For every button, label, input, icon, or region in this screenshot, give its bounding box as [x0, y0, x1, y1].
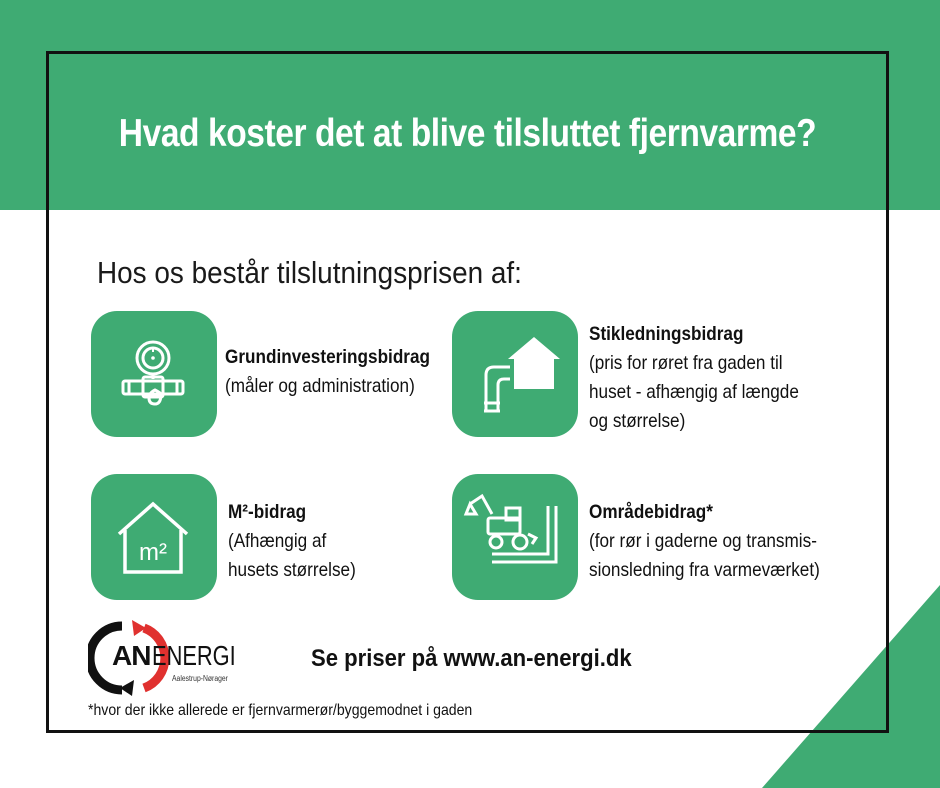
item-title: Områdebidrag*	[589, 501, 713, 523]
item-m2-bidrag	[228, 498, 356, 585]
item-stikledning	[589, 320, 799, 436]
item-description: (Afhængig af	[228, 530, 327, 552]
subtitle: Hos os består tilslutningsprisen af:	[97, 255, 522, 290]
logo-brand-energi: ENERGI	[152, 640, 236, 671]
item-omraadebidrag	[589, 498, 820, 585]
cta-website: Se priser på www.an-energi.dk	[311, 645, 632, 672]
item-description: husets størrelse)	[228, 559, 356, 581]
logo-tagline: Aalestrup-Nørager	[172, 674, 228, 683]
logo-brand-an: AN	[112, 640, 151, 671]
house-pipe-icon	[452, 311, 578, 437]
an-energi-logo	[88, 618, 248, 698]
item-description: huset - afhængig af længde	[589, 381, 799, 403]
meter-pipe-icon	[91, 311, 217, 437]
excavator-pipe-icon	[452, 474, 578, 600]
item-title: Grundinvesteringsbidrag	[225, 346, 430, 368]
item-description: sionsledning fra varmeværket)	[589, 559, 820, 581]
item-grundinvestering	[225, 343, 430, 401]
house-m2-icon	[91, 474, 217, 600]
item-description: og størrelse)	[589, 410, 686, 432]
page-title: Hvad koster det at blive tilsluttet fjernvarme?	[118, 112, 817, 155]
item-description: (måler og administration)	[225, 375, 415, 397]
item-description: (pris for røret fra gaden til	[589, 352, 783, 374]
item-title: Stikledningsbidrag	[589, 323, 744, 345]
footnote: *hvor der ikke allerede er fjernvarmerør/byggemodnet i gaden	[88, 702, 473, 719]
item-description: (for rør i gaderne og transmis-	[589, 530, 817, 552]
item-title: M²-bidrag	[228, 501, 307, 523]
m2-label: m²	[139, 539, 167, 566]
